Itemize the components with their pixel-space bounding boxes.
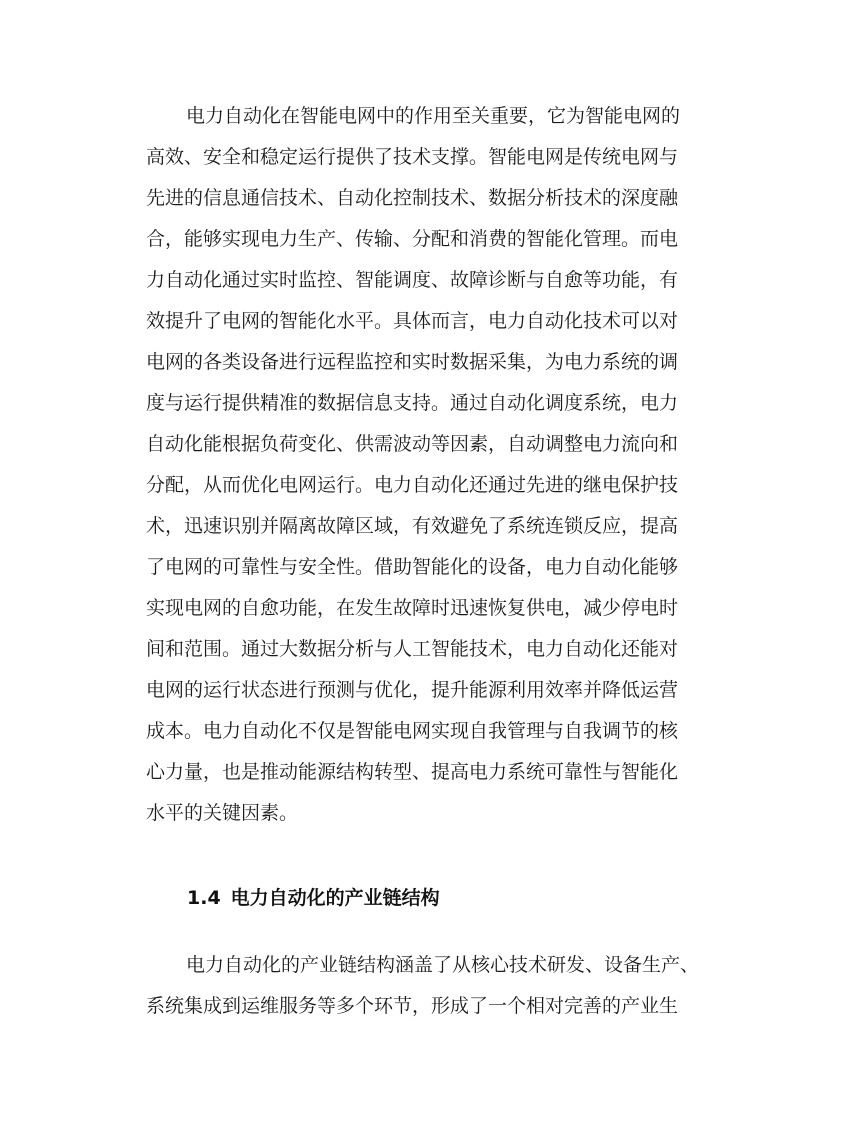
paragraph-line: 电力自动化的产业链结构涵盖了从核心技术研发、设备生产、 (186, 954, 700, 976)
paragraph-line: 术，迅速识别并隔离故障区域，有效避免了系统连锁反应，提高 (146, 515, 679, 537)
paragraph-line: 水平的关键因素。 (146, 802, 299, 824)
paragraph-line: 力自动化通过实时监控、智能调度、故障诊断与自愈等功能，有 (146, 269, 679, 291)
section-title: 电力自动化的产业链结构 (230, 887, 440, 909)
paragraph-line: 成本。电力自动化不仅是智能电网实现自我管理与自我调节的核 (146, 720, 679, 742)
paragraph-line: 电网的运行状态进行预测与优化，提升能源利用效率并降低运营 (146, 679, 679, 701)
paragraph-line: 分配，从而优化电网运行。电力自动化还通过先进的继电保护技 (146, 474, 679, 496)
paragraph-line: 实现电网的自愈功能，在发生故障时迅速恢复供电，减少停电时 (146, 597, 679, 619)
paragraph-line: 自动化能根据负荷变化、供需波动等因素，自动调整电力流向和 (146, 433, 679, 455)
paragraph-line: 效提升了电网的智能化水平。具体而言，电力自动化技术可以对 (146, 310, 679, 332)
paragraph-line: 电网的各类设备进行远程监控和实时数据采集，为电力系统的调 (146, 351, 679, 373)
section-number: 1.4 (187, 887, 221, 909)
paragraph-line: 电力自动化在智能电网中的作用至关重要，它为智能电网的 (186, 105, 681, 127)
paragraph-line: 度与运行提供精准的数据信息支持。通过自动化调度系统，电力 (146, 392, 679, 414)
paragraph-line: 合，能够实现电力生产、传输、分配和消费的智能化管理。而电 (146, 228, 679, 250)
paragraph-line: 高效、安全和稳定运行提供了技术支撑。智能电网是传统电网与 (146, 146, 679, 168)
section-heading (187, 878, 440, 918)
paragraph-1 (146, 96, 706, 834)
paragraph-line: 了电网的可靠性与安全性。借助智能化的设备，电力自动化能够 (146, 556, 679, 578)
paragraph-line: 心力量，也是推动能源结构转型、提高电力系统可靠性与智能化 (146, 761, 679, 783)
paragraph-2 (146, 945, 706, 1027)
paragraph-line: 先进的信息通信技术、自动化控制技术、数据分析技术的深度融 (146, 187, 679, 209)
paragraph-line: 间和范围。通过大数据分析与人工智能技术，电力自动化还能对 (146, 638, 679, 660)
paragraph-line: 系统集成到运维服务等多个环节，形成了一个相对完善的产业生 (146, 995, 679, 1017)
